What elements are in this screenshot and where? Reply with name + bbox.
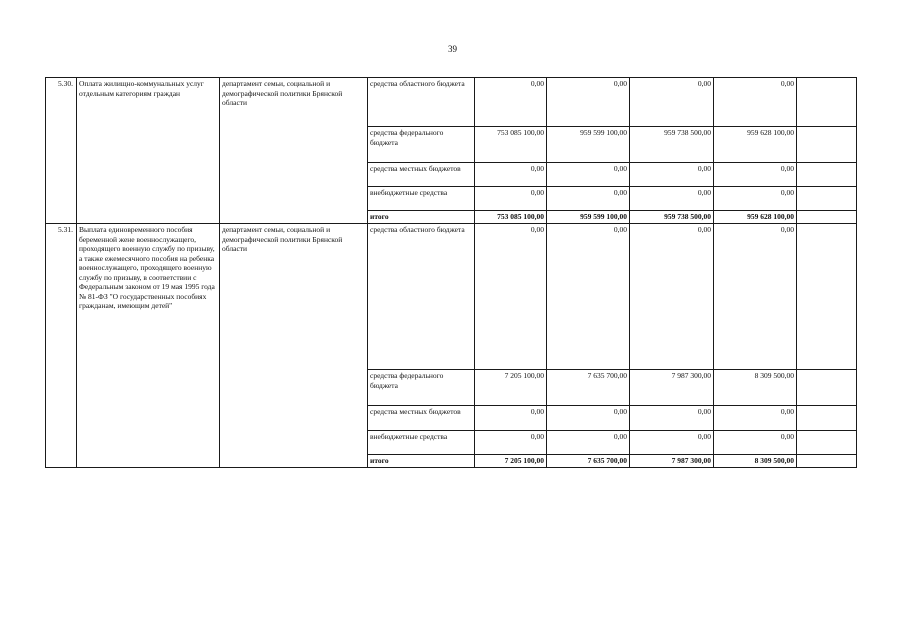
value-cell: 0,00 — [630, 187, 714, 211]
value-cell: 0,00 — [714, 406, 797, 431]
value-cell: 0,00 — [475, 406, 547, 431]
value-cell: 753 085 100,00 — [475, 127, 547, 163]
value-cell: 0,00 — [547, 163, 630, 187]
value-cell: 959 628 100,00 — [714, 127, 797, 163]
value-cell: 7 205 100,00 — [475, 370, 547, 406]
empty-cell — [797, 224, 857, 370]
source-label: средства местных бюджетов — [368, 163, 475, 187]
row-description: Оплата жилищно-коммунальных услуг отдельным категориям граждан — [77, 78, 220, 224]
empty-cell — [797, 127, 857, 163]
value-cell: 0,00 — [547, 224, 630, 370]
empty-cell — [797, 187, 857, 211]
value-cell: 0,00 — [547, 187, 630, 211]
table-row — [46, 78, 857, 127]
empty-cell — [797, 163, 857, 187]
empty-cell — [797, 406, 857, 431]
empty-cell — [797, 211, 857, 224]
value-cell: 959 599 100,00 — [547, 127, 630, 163]
row-index: 5.31. — [46, 224, 77, 468]
value-cell: 0,00 — [630, 406, 714, 431]
value-cell: 0,00 — [714, 163, 797, 187]
value-cell: 7 205 100,00 — [475, 455, 547, 468]
value-cell: 959 628 100,00 — [714, 211, 797, 224]
value-cell: 0,00 — [714, 224, 797, 370]
row-department: департамент семьи, социальной и демографической политики Брянской области — [220, 78, 368, 224]
value-cell: 0,00 — [475, 78, 547, 127]
source-label: средства федерального бюджета — [368, 127, 475, 163]
value-cell: 959 738 500,00 — [630, 211, 714, 224]
value-cell: 0,00 — [475, 224, 547, 370]
row-department: департамент семьи, социальной и демографической политики Брянской области — [220, 224, 368, 468]
source-label: внебюджетные средства — [368, 187, 475, 211]
value-cell: 959 738 500,00 — [630, 127, 714, 163]
empty-cell — [797, 431, 857, 455]
value-cell: 8 309 500,00 — [714, 455, 797, 468]
value-cell: 0,00 — [547, 78, 630, 127]
value-cell: 0,00 — [630, 431, 714, 455]
value-cell: 0,00 — [630, 224, 714, 370]
value-cell: 0,00 — [547, 431, 630, 455]
source-label: средства местных бюджетов — [368, 406, 475, 431]
value-cell: 753 085 100,00 — [475, 211, 547, 224]
source-label: итого — [368, 455, 475, 468]
value-cell: 0,00 — [714, 187, 797, 211]
table-row — [46, 224, 857, 370]
value-cell: 7 635 700,00 — [547, 455, 630, 468]
value-cell: 0,00 — [475, 431, 547, 455]
value-cell: 0,00 — [547, 406, 630, 431]
empty-cell — [797, 455, 857, 468]
value-cell: 0,00 — [630, 163, 714, 187]
value-cell: 0,00 — [714, 78, 797, 127]
value-cell: 0,00 — [475, 163, 547, 187]
empty-cell — [797, 78, 857, 127]
value-cell: 0,00 — [630, 78, 714, 127]
value-cell: 7 987 300,00 — [630, 370, 714, 406]
source-label: итого — [368, 211, 475, 224]
source-label: средства федерального бюджета — [368, 370, 475, 406]
value-cell: 8 309 500,00 — [714, 370, 797, 406]
empty-cell — [797, 370, 857, 406]
source-label: средства областного бюджета — [368, 224, 475, 370]
value-cell: 7 987 300,00 — [630, 455, 714, 468]
value-cell: 0,00 — [475, 187, 547, 211]
value-cell: 959 599 100,00 — [547, 211, 630, 224]
value-cell: 7 635 700,00 — [547, 370, 630, 406]
row-index: 5.30. — [46, 78, 77, 224]
source-label: внебюджетные средства — [368, 431, 475, 455]
value-cell: 0,00 — [714, 431, 797, 455]
page-number: 39 — [448, 44, 457, 54]
source-label: средства областного бюджета — [368, 78, 475, 127]
row-description: Выплата единовременного пособия беременной жене военнослужащего, проходящего военную службу по призыву, а также ежемесячного пособия на ребенка военнослужащего, проходящего военную службу по призыву, в соответствии с Федеральным законом от 19 мая 1995 года № 81-ФЗ "О государственных пособиях гражданам, имеющим детей" — [77, 224, 220, 468]
budget-table — [45, 77, 857, 468]
